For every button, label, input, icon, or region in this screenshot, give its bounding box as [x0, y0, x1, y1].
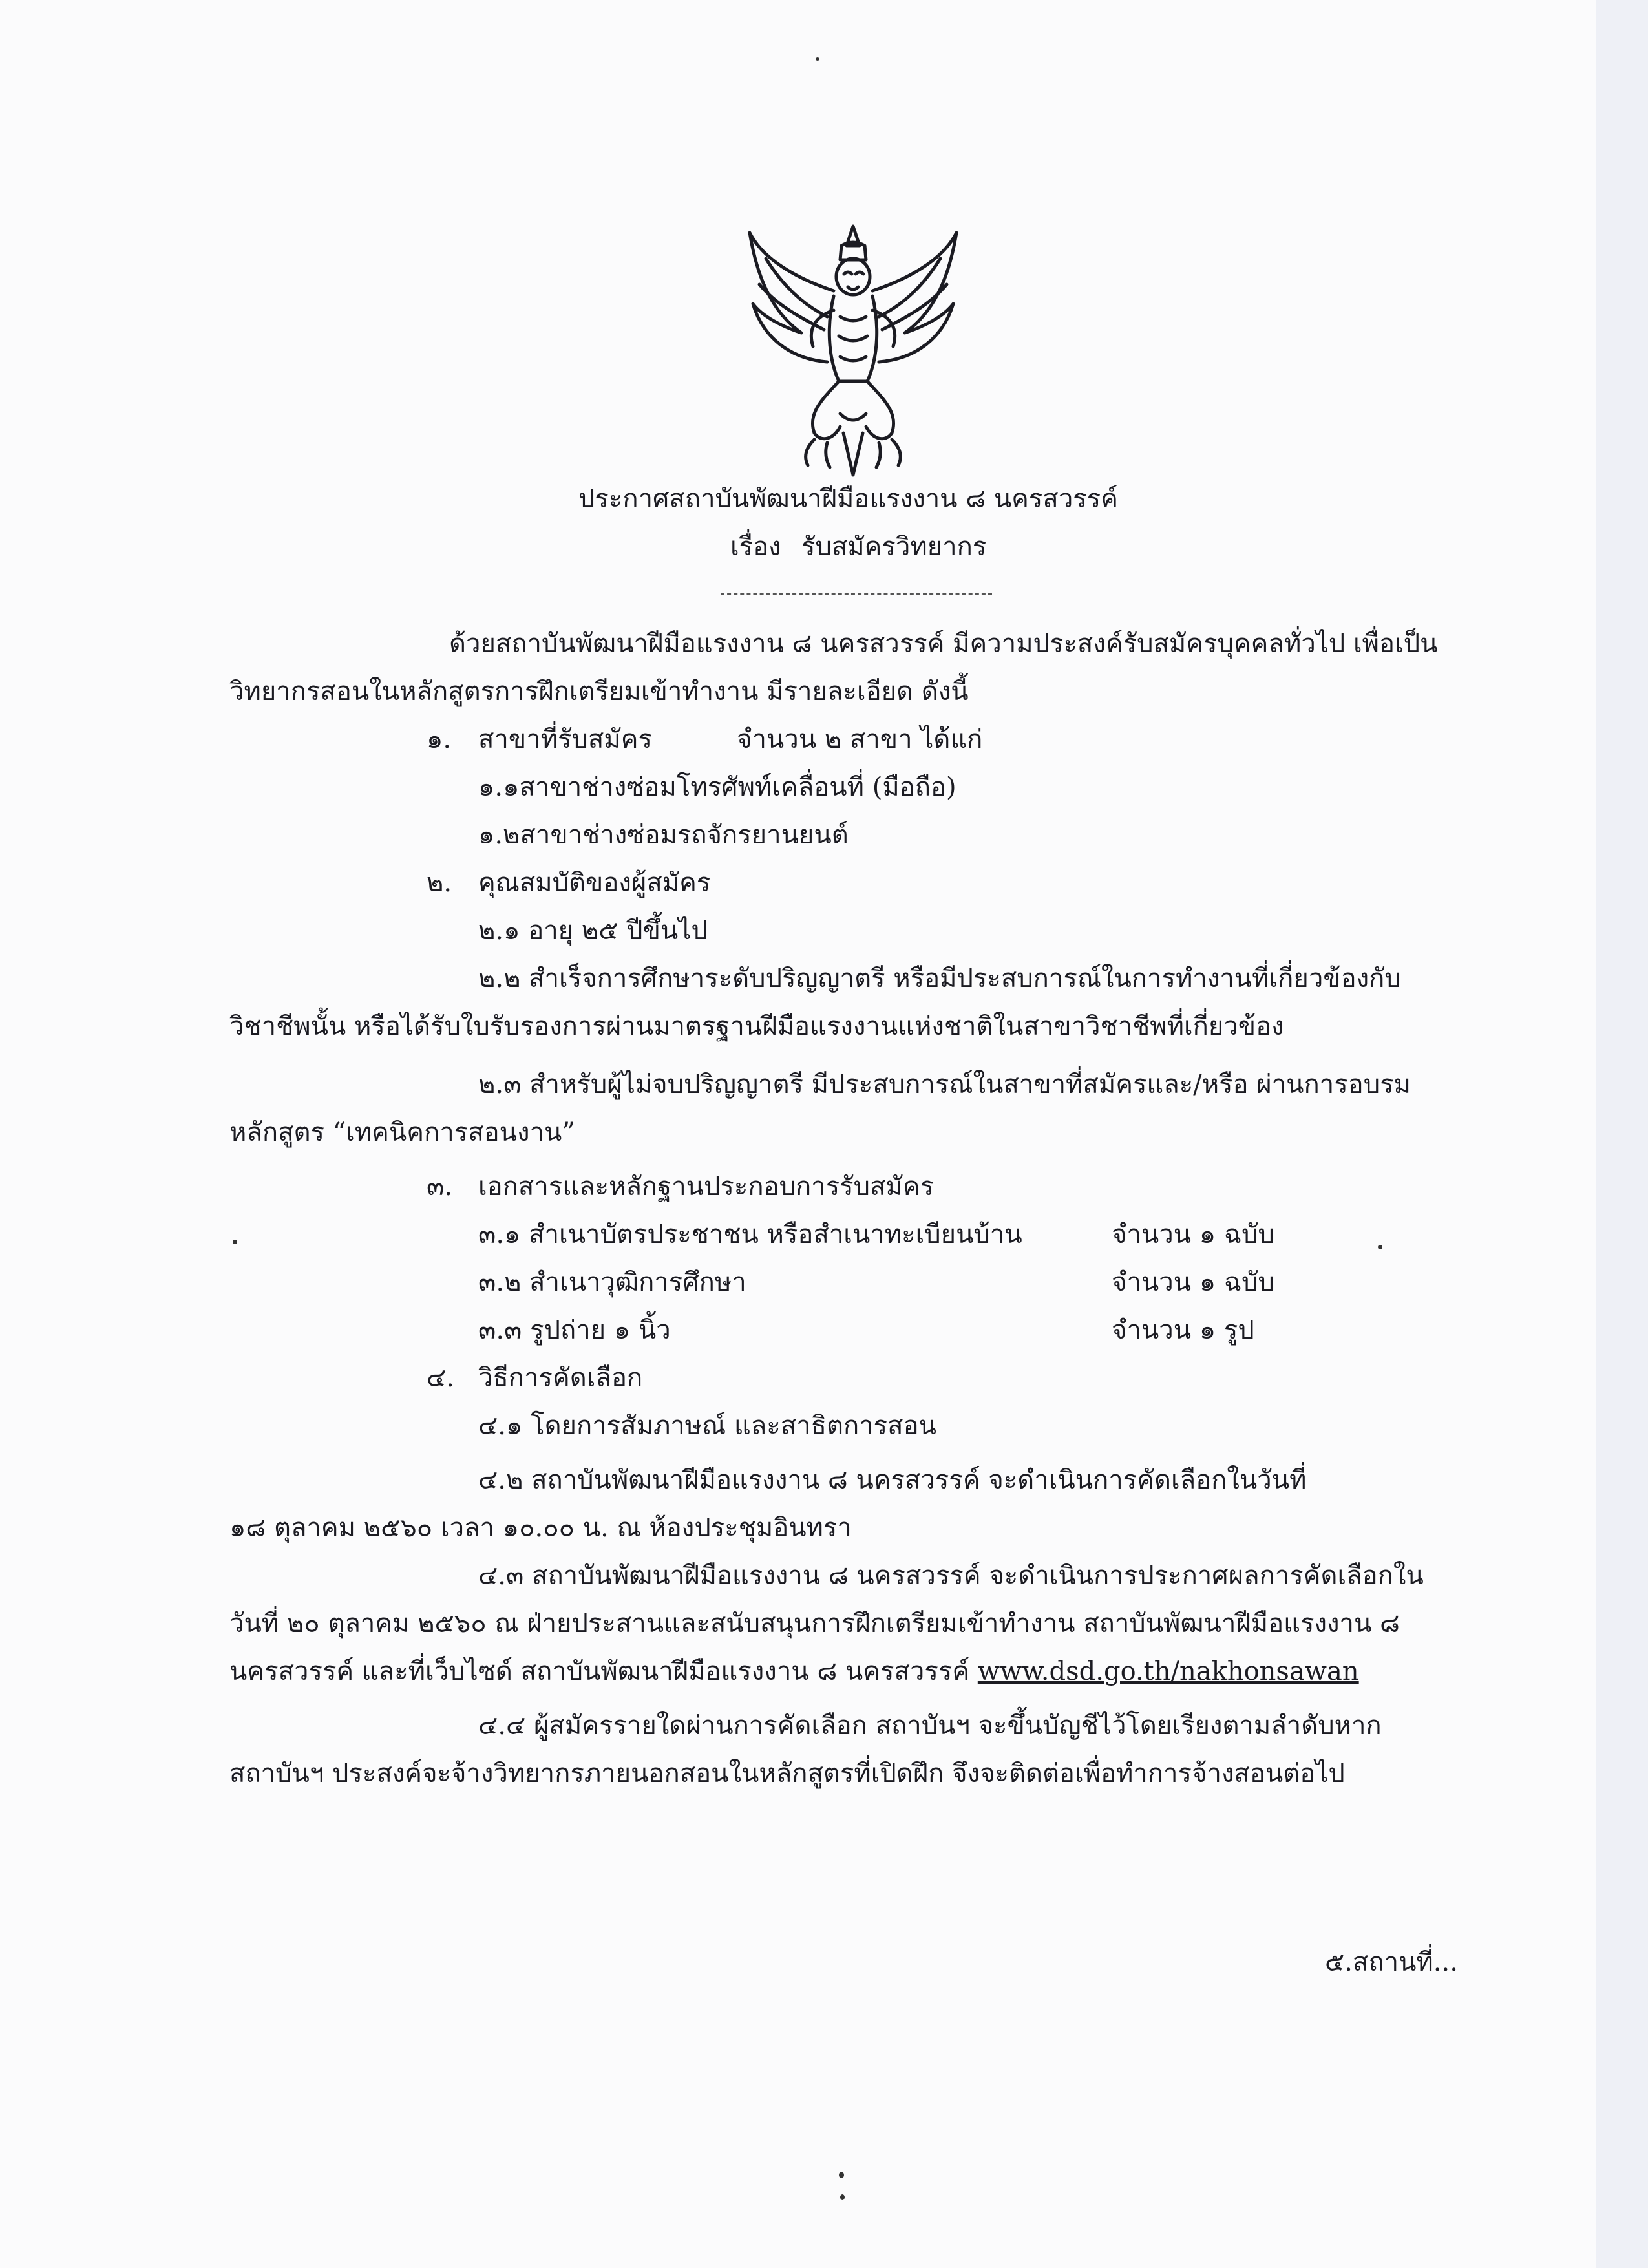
scan-speck	[839, 2172, 844, 2178]
scan-speck	[1378, 1245, 1382, 1249]
section-1-heading: สาขาที่รับสมัคร	[478, 725, 652, 754]
intro-line-1: ด้วยสถาบันพัฒนาฝีมือแรงงาน ๘ นครสวรรค์ มีความประสงค์รับสมัครบุคคลทั่วไป เพื่อเป็น	[449, 629, 1438, 659]
section-2-heading: คุณสมบัติของผู้สมัคร	[478, 868, 711, 898]
section-3-item-2-qty: จำนวน ๑ ฉบับ	[1112, 1267, 1274, 1297]
section-4-item-3-line-1: ๔.๓ สถาบันพัฒนาฝีมือแรงงาน ๘ นครสวรรค์ จะดำเนินการประกาศผลการคัดเลือกใน	[478, 1561, 1424, 1591]
section-2-item-1: ๒.๑ อายุ ๒๕ ปีขึ้นไป	[478, 916, 708, 946]
section-4-item-3-line-2: วันที่ ๒๐ ตุลาคม ๒๕๖๐ ณ ฝ่ายประสานและสนับสนุนการฝึกเตรียมเข้าทำงาน สถาบันพัฒนาฝีมือแรงงาน ๘	[229, 1609, 1400, 1638]
section-3-item-1-qty: จำนวน ๑ ฉบับ	[1112, 1220, 1274, 1249]
scan-speck	[840, 2194, 845, 2200]
section-3-item-3-qty: จำนวน ๑ รูป	[1112, 1315, 1254, 1345]
section-3-number: ๓.	[427, 1172, 453, 1202]
section-2-number: ๒.	[427, 868, 452, 898]
section-4-item-3-line-3	[229, 1655, 1359, 1688]
garuda-emblem-icon	[737, 220, 969, 478]
section-4-item-4-line-1: ๔.๔ ผู้สมัครรายใดผ่านการคัดเลือก สถาบันฯ จะขึ้นบัญชีไว้โดยเรียงตามลำดับหาก	[478, 1711, 1382, 1741]
section-1-item-1: ๑.๑สาขาช่างซ่อมโทรศัพท์เคลื่อนที่ (มือถือ)	[478, 772, 956, 802]
section-2-item-2-line-1: ๒.๒ สำเร็จการศึกษาระดับปริญญาตรี หรือมีประสบการณ์ในการทำงานที่เกี่ยวข้องกับ	[478, 964, 1401, 993]
section-2-item-2-line-2: วิชาชีพนั้น หรือได้รับใบรับรองการผ่านมาตรฐานฝีมือแรงงานแห่งชาติในสาขาวิชาชีพที่เกี่ยวข้อง	[229, 1012, 1284, 1041]
section-1-item-2: ๑.๒สาขาช่างซ่อมรถจักรยานยนต์	[478, 820, 849, 850]
continued-marker: ๕.สถานที่...	[1325, 1947, 1458, 1977]
section-3-heading: เอกสารและหลักฐานประกอบการรับสมัคร	[478, 1172, 935, 1202]
section-3-item-3: ๓.๓ รูปถ่าย ๑ นิ้ว	[478, 1315, 671, 1345]
section-1-count: จำนวน ๒ สาขา ได้แก่	[737, 725, 983, 754]
scan-speck	[816, 57, 819, 61]
section-4-item-2-line-2: ๑๘ ตุลาคม ๒๕๖๐ เวลา ๑๐.๐๐ น. ณ ห้องประชุมอินทรา	[229, 1513, 852, 1543]
section-4-item-1: ๔.๑ โดยการสัมภาษณ์ และสาธิตการสอน	[478, 1411, 936, 1441]
section-3-item-1: ๓.๑ สำเนาบัตรประชาชน หรือสำเนาทะเบียนบ้าน	[478, 1220, 1022, 1249]
section-1-number: ๑.	[427, 725, 452, 754]
intro-line-2: วิทยากรสอนในหลักสูตรการฝึกเตรียมเข้าทำงาน มีรายละเอียด ดังนี้	[229, 677, 969, 706]
scan-edge	[1596, 0, 1648, 2268]
website-link[interactable]: www.dsd.go.th/nakhonsawan	[977, 1657, 1359, 1686]
subject-text: รับสมัครวิทยากร	[801, 532, 987, 562]
section-3-item-2: ๓.๒ สำเนาวุฒิการศึกษา	[478, 1267, 746, 1297]
announcement-title: ประกาศสถาบันพัฒนาฝีมือแรงงาน ๘ นครสวรรค์	[578, 484, 1118, 514]
scan-speck	[233, 1240, 237, 1244]
section-4-item-2-line-1: ๔.๒ สถาบันพัฒนาฝีมือแรงงาน ๘ นครสวรรค์ จะดำเนินการคัดเลือกในวันที่	[478, 1465, 1307, 1495]
section-4-heading: วิธีการคัดเลือก	[478, 1363, 643, 1393]
section-4-number: ๔.	[427, 1363, 454, 1393]
section-2-item-3-line-1: ๒.๓ สำหรับผู้ไม่จบปริญญาตรี มีประสบการณ์ในสาขาที่สมัครและ/หรือ ผ่านการอบรม	[478, 1070, 1411, 1099]
section-4-item-4-line-2: สถาบันฯ ประสงค์จะจ้างวิทยากรภายนอกสอนในหลักสูตรที่เปิดฝึก จึงจะติดต่อเพื่อทำการจ้างสอนต่อไป	[229, 1759, 1345, 1788]
subject-label: เรื่อง	[730, 532, 781, 562]
section-2-item-3-line-2: หลักสูตร “เทคนิคการสอนงาน”	[229, 1118, 575, 1147]
header-divider	[721, 593, 992, 595]
website-sentence: นครสวรรค์ และที่เว็บไซด์ สถาบันพัฒนาฝีมือแรงงาน ๘ นครสวรรค์	[229, 1657, 970, 1686]
